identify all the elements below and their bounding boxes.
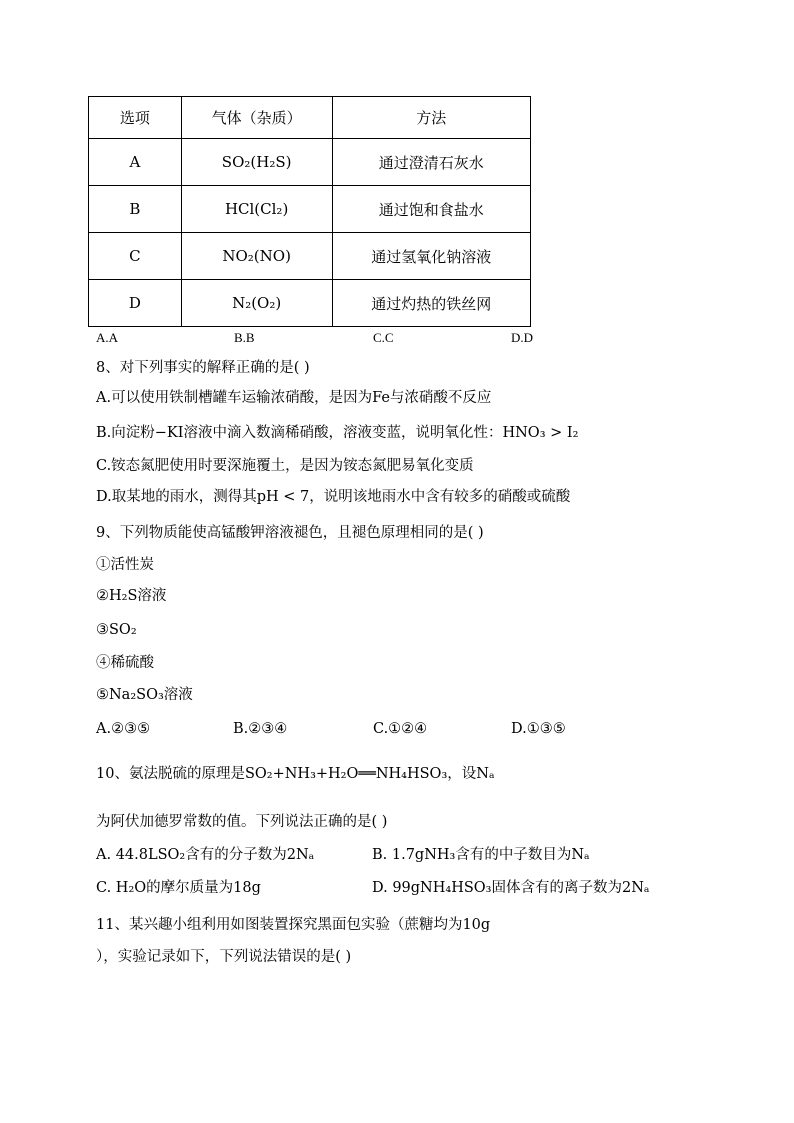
q8-stem: 8、对下列事实的解释正确的是( ) — [96, 360, 310, 376]
table-row — [89, 139, 531, 186]
q7-option-a[interactable]: A.A — [96, 330, 119, 345]
header-method: 方法 — [332, 97, 530, 139]
row-method: 通过灼热的铁丝网 — [332, 280, 530, 327]
q7-option-d[interactable]: D.D — [511, 330, 534, 345]
row-gas: SO₂(H₂S) — [181, 139, 332, 186]
q9-option-b[interactable]: B.②③④ — [233, 721, 288, 737]
q11-stem-line2: ），实验记录如下，下列说法错误的是( ) — [96, 949, 352, 965]
q10-stem-line2: 为阿伏加德罗常数的值。下列说法正确的是( ) — [96, 814, 388, 830]
q9-option-a[interactable]: A.②③⑤ — [96, 721, 151, 737]
row-option: C — [89, 233, 182, 280]
table-header-row — [89, 97, 531, 139]
q9-item-1: ①活性炭 — [96, 557, 154, 573]
q10-option-c[interactable]: C. H₂O的摩尔质量为18g — [96, 880, 261, 896]
q9-item-2: ②H₂S溶液 — [96, 588, 167, 604]
q10-stem-line1: 10、氨法脱硫的原理是SO₂+NH₃+H₂O══NH₄HSO₃，设Nₐ — [96, 766, 495, 782]
q9-item-4: ④稀硫酸 — [96, 655, 154, 671]
row-option: B — [89, 186, 182, 233]
q9-item-3: ③SO₂ — [96, 622, 137, 638]
q9-option-c[interactable]: C.①②④ — [373, 721, 428, 737]
table-row — [89, 280, 531, 327]
q8-option-b[interactable]: B.向淀粉−KI溶液中滴入数滴稀硝酸，溶液变蓝，说明氧化性：HNO₃ > I₂ — [96, 425, 579, 441]
table-row — [89, 186, 531, 233]
row-method: 通过氢氧化钠溶液 — [332, 233, 530, 280]
q8-option-a[interactable]: A.可以使用铁制槽罐车运输浓硝酸，是因为Fe与浓硝酸不反应 — [96, 390, 492, 406]
row-option: A — [89, 139, 182, 186]
q11-stem-line1: 11、某兴趣小组利用如图装置探究黑面包实验（蔗糖均为10g — [96, 917, 491, 933]
header-gas: 气体（杂质） — [181, 97, 332, 139]
q7-option-b[interactable]: B.B — [234, 330, 255, 345]
row-gas: HCl(Cl₂) — [181, 186, 332, 233]
header-option: 选项 — [89, 97, 182, 139]
q9-stem: 9、下列物质能使高锰酸钾溶液褪色，且褪色原理相同的是( ) — [96, 525, 484, 541]
q7-option-c[interactable]: C.C — [373, 330, 394, 345]
q7-table — [88, 96, 531, 327]
row-method: 通过饱和食盐水 — [332, 186, 530, 233]
row-gas: NO₂(NO) — [181, 233, 332, 280]
q10-option-d[interactable]: D. 99gNH₄HSO₃固体含有的离子数为2Nₐ — [372, 880, 650, 896]
table-row — [89, 233, 531, 280]
q10-option-a[interactable]: A. 44.8LSO₂含有的分子数为2Nₐ — [96, 847, 315, 863]
q8-option-d[interactable]: D.取某地的雨水，测得其pH < 7，说明该地雨水中含有较多的硝酸或硫酸 — [96, 489, 571, 505]
q9-option-d[interactable]: D.①③⑤ — [511, 721, 566, 737]
row-gas: N₂(O₂) — [181, 280, 332, 327]
q10-option-b[interactable]: B. 1.7gNH₃含有的中子数目为Nₐ — [372, 847, 590, 863]
row-method: 通过澄清石灰水 — [332, 139, 530, 186]
row-option: D — [89, 280, 182, 327]
q8-option-c[interactable]: C.铵态氮肥使用时要深施覆土，是因为铵态氮肥易氧化变质 — [96, 458, 474, 474]
q7-answer-options — [96, 330, 556, 346]
q9-item-5: ⑤Na₂SO₃溶液 — [96, 687, 193, 703]
